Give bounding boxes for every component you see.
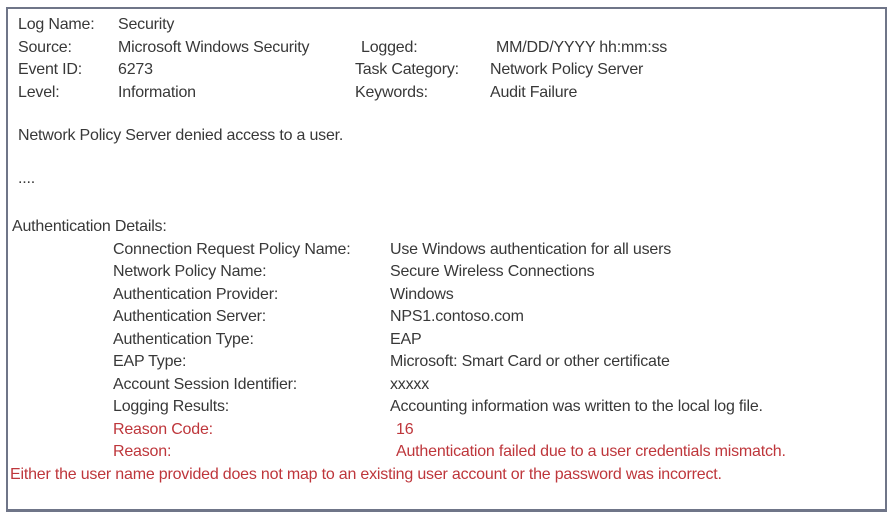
detail-value: Authentication failed due to a user credentials mismatch.	[396, 443, 786, 460]
detail-value: Microsoft: Smart Card or other certificate	[390, 353, 670, 370]
detail-value: Accounting information was written to the local log file.	[390, 398, 763, 415]
header-empty-cell	[355, 14, 490, 37]
detail-label: Connection Request Policy Name:	[113, 240, 351, 258]
auth-detail-row-connection-request-policy	[18, 239, 879, 262]
auth-detail-row-account-session-identifier	[18, 374, 879, 397]
detail-label: Authentication Server:	[113, 308, 267, 325]
keywords-value: Audit Failure	[490, 83, 578, 101]
auth-details-heading: Authentication Details:	[12, 218, 167, 235]
event-header	[18, 14, 879, 104]
auth-detail-row-logging-results	[18, 396, 879, 419]
detail-label: Authentication Type:	[113, 330, 254, 348]
level-label: Level:	[18, 83, 60, 101]
header-empty-cell	[490, 14, 879, 37]
task-category-value: Network Policy Server	[490, 61, 644, 78]
auth-details-list	[18, 239, 879, 464]
event-detail-panel	[6, 7, 887, 512]
level-value: Information	[118, 83, 196, 101]
auth-detail-row-network-policy-name	[18, 261, 879, 284]
omitted-text-ellipsis: ....	[18, 169, 35, 187]
detail-label: Reason Code:	[113, 420, 213, 438]
auth-detail-row-reason-code	[18, 419, 879, 442]
log-name-label: Log Name:	[18, 16, 95, 33]
auth-detail-row-authentication-server	[18, 306, 879, 329]
detail-label: Account Session Identifier:	[113, 375, 298, 393]
event-id-label: Event ID:	[18, 61, 83, 78]
auth-detail-row-authentication-type	[18, 329, 879, 352]
reason-continuation-text: Either the user name provided does not map to an existing user account or the password was incorrect.	[10, 465, 722, 483]
detail-label: Logging Results:	[113, 398, 229, 415]
task-category-label: Task Category:	[355, 61, 459, 78]
detail-label: EAP Type:	[113, 353, 187, 370]
detail-value: Use Windows authentication for all users	[390, 240, 672, 258]
detail-value: 16	[396, 420, 414, 438]
event-description: Network Policy Server denied access to a user.	[18, 127, 344, 144]
detail-label: Authentication Provider:	[113, 285, 279, 303]
log-name-value: Security	[118, 16, 175, 33]
detail-value: Secure Wireless Connections	[390, 263, 595, 280]
logged-value: MM/DD/YYYY hh:mm:ss	[496, 38, 668, 56]
detail-value: xxxxx	[390, 375, 430, 393]
detail-value: EAP	[390, 330, 422, 348]
detail-label: Reason:	[113, 443, 172, 460]
source-label: Source:	[18, 38, 72, 56]
logged-label: Logged:	[361, 38, 418, 56]
detail-value: Windows	[390, 285, 454, 303]
event-id-value: 6273	[118, 61, 153, 78]
source-value: Microsoft Windows Security	[118, 38, 310, 56]
auth-detail-row-authentication-provider	[18, 284, 879, 307]
detail-label: Network Policy Name:	[113, 263, 267, 280]
auth-detail-row-reason	[18, 441, 879, 464]
keywords-label: Keywords:	[355, 83, 428, 101]
auth-detail-row-eap-type	[18, 351, 879, 374]
detail-value: NPS1.contoso.com	[390, 308, 524, 325]
